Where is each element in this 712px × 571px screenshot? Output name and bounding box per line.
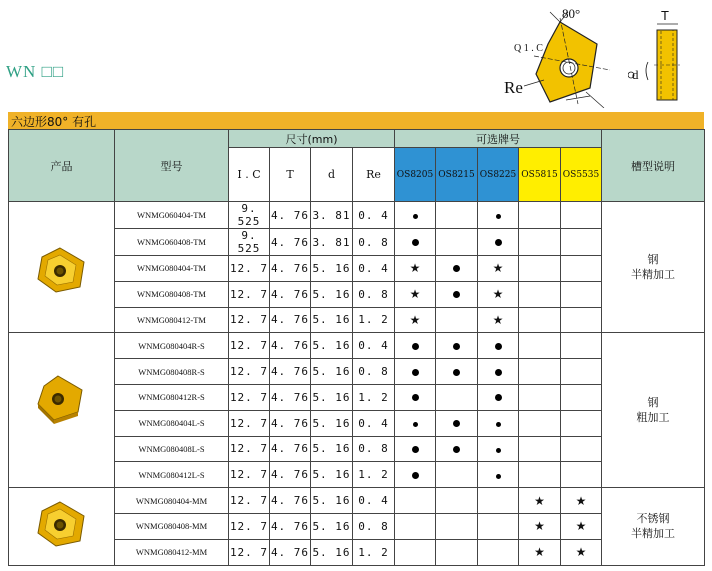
table-row [9, 333, 705, 359]
grade-availability-cell [478, 281, 519, 307]
groove-note-cell [602, 333, 705, 488]
grade-availability-cell [561, 384, 602, 410]
recommended-star-icon: ★ [575, 545, 587, 560]
grade-availability-cell [478, 229, 519, 256]
d-cell: 5. 16 [311, 256, 353, 282]
grade-availability-cell [561, 229, 602, 256]
grade-availability-cell [561, 333, 602, 359]
grade-availability-cell [436, 384, 478, 410]
grade-availability-cell [478, 359, 519, 385]
product-image-s [32, 372, 88, 424]
d-cell: 5. 16 [311, 307, 353, 333]
diagram-re-label: Re [504, 78, 523, 97]
ic-cell: 9. 525 [229, 202, 270, 229]
re-cell: 0. 8 [353, 436, 395, 462]
ic-cell: 12. 7 [229, 513, 270, 539]
grade-availability-cell [561, 436, 602, 462]
recommended-star-icon: ★ [534, 519, 545, 534]
grade-availability-cell [395, 307, 436, 333]
diagram-ic-label: Q 1 . C [514, 43, 543, 54]
grade-availability-cell [436, 410, 478, 436]
d-cell: 5. 16 [311, 359, 353, 385]
ic-cell: 12. 7 [229, 359, 270, 385]
grade-availability-cell [395, 462, 436, 488]
grade-availability-cell [561, 488, 602, 514]
header-grade-os8205: OS8205 [395, 148, 436, 202]
ic-cell: 9. 525 [229, 229, 270, 256]
available-dot-icon [453, 291, 460, 298]
grade-availability-cell [436, 462, 478, 488]
spec-table [8, 129, 705, 566]
model-cell: WNMG080408-MM [115, 513, 229, 539]
section-bar [8, 112, 704, 129]
ic-cell: 12. 7 [229, 462, 270, 488]
section-label: 六边形80° 有孔 [11, 115, 97, 129]
recommended-star-icon: ★ [409, 261, 421, 276]
model-cell: WNMG080412-TM [115, 307, 229, 333]
groove-note-line2: 半精加工 [631, 527, 676, 541]
model-cell: WNMG080412L-S [115, 462, 229, 488]
d-cell: 5. 16 [311, 513, 353, 539]
product-image-tm [32, 245, 88, 295]
model-cell: WNMG080404-MM [115, 488, 229, 514]
groove-note-line1: 钢 [647, 396, 659, 410]
t-cell: 4. 76 [270, 410, 311, 436]
available-dot-icon [412, 239, 419, 246]
grade-availability-cell [561, 410, 602, 436]
recommended-star-icon: ★ [492, 261, 504, 276]
d-cell: 5. 16 [311, 462, 353, 488]
header-size-2: d [311, 148, 353, 202]
t-cell: 4. 76 [270, 229, 311, 256]
grade-availability-cell [519, 229, 561, 256]
re-cell: 1. 2 [353, 307, 395, 333]
available-dot-icon [495, 343, 502, 350]
grade-availability-cell [519, 256, 561, 282]
d-cell: 5. 16 [311, 436, 353, 462]
d-cell: 5. 16 [311, 539, 353, 565]
groove-note-cell [602, 202, 705, 333]
ic-cell: 12. 7 [229, 384, 270, 410]
grade-availability-cell [436, 256, 478, 282]
model-cell: WNMG060408-TM [115, 229, 229, 256]
table-row [9, 202, 705, 229]
ic-cell: 12. 7 [229, 333, 270, 359]
recommended-star-icon: ★ [575, 493, 587, 508]
groove-note-line1: 钢 [647, 253, 659, 267]
available-dot-icon [496, 214, 501, 219]
d-cell: 5. 16 [311, 333, 353, 359]
grade-availability-cell [519, 384, 561, 410]
t-cell: 4. 76 [270, 384, 311, 410]
header-grade-os8225: OS8225 [478, 148, 519, 202]
grade-availability-cell [561, 359, 602, 385]
re-cell: 0. 8 [353, 359, 395, 385]
grade-availability-cell [436, 307, 478, 333]
table-row [9, 488, 705, 514]
model-cell: WNMG080404-TM [115, 256, 229, 282]
d-cell: 5. 16 [311, 488, 353, 514]
grade-availability-cell [395, 539, 436, 565]
groove-note-cell [602, 488, 705, 565]
insert-side-view-diagram [628, 8, 688, 104]
available-dot-icon [453, 369, 460, 376]
grade-availability-cell [436, 436, 478, 462]
t-cell: 4. 76 [270, 202, 311, 229]
grade-availability-cell [395, 229, 436, 256]
grade-availability-cell [519, 462, 561, 488]
available-dot-icon [496, 474, 501, 479]
ic-cell: 12. 7 [229, 410, 270, 436]
grade-availability-cell [436, 229, 478, 256]
grade-availability-cell [478, 202, 519, 229]
grade-availability-cell [478, 307, 519, 333]
header-grade-group: 可选牌号 [395, 130, 602, 148]
product-image-mm [32, 499, 88, 549]
grade-availability-cell [395, 410, 436, 436]
grade-availability-cell [395, 202, 436, 229]
insert-top-view-diagram [500, 4, 620, 108]
available-dot-icon [495, 394, 502, 401]
grade-availability-cell [561, 281, 602, 307]
grade-availability-cell [519, 359, 561, 385]
grade-availability-cell [478, 333, 519, 359]
model-cell: WNMG080408L-S [115, 436, 229, 462]
grade-availability-cell [519, 333, 561, 359]
grade-availability-cell [436, 539, 478, 565]
t-cell: 4. 76 [270, 462, 311, 488]
available-dot-icon [453, 265, 460, 272]
grade-availability-cell [478, 462, 519, 488]
grade-availability-cell [561, 539, 602, 565]
grade-availability-cell [436, 281, 478, 307]
header-model: 型号 [115, 130, 229, 202]
available-dot-icon [413, 422, 418, 427]
grade-availability-cell [519, 513, 561, 539]
t-cell: 4. 76 [270, 281, 311, 307]
re-cell: 0. 4 [353, 410, 395, 436]
grade-availability-cell [478, 513, 519, 539]
available-dot-icon [413, 214, 418, 219]
available-dot-icon [453, 420, 460, 427]
model-cell: WNMG080412R-S [115, 384, 229, 410]
grade-availability-cell [519, 307, 561, 333]
grade-availability-cell [519, 410, 561, 436]
recommended-star-icon: ★ [575, 519, 587, 534]
re-cell: 1. 2 [353, 384, 395, 410]
header-size-3: Re [353, 148, 395, 202]
available-dot-icon [495, 369, 502, 376]
recommended-star-icon: ★ [492, 312, 504, 327]
diagram-t-label: T [661, 8, 669, 23]
ic-cell: 12. 7 [229, 539, 270, 565]
re-cell: 0. 8 [353, 513, 395, 539]
d-cell: 3. 81 [311, 229, 353, 256]
re-cell: 0. 8 [353, 281, 395, 307]
diagram-angle-label: 80° [562, 6, 581, 21]
grade-availability-cell [519, 202, 561, 229]
t-cell: 4. 76 [270, 436, 311, 462]
grade-availability-cell [436, 202, 478, 229]
ic-cell: 12. 7 [229, 488, 270, 514]
grade-availability-cell [478, 436, 519, 462]
grade-availability-cell [436, 359, 478, 385]
grade-availability-cell [395, 513, 436, 539]
d-cell: 5. 16 [311, 281, 353, 307]
header-size-0: I . C [229, 148, 270, 202]
grade-availability-cell [478, 256, 519, 282]
grade-availability-cell [436, 333, 478, 359]
grade-availability-cell [395, 333, 436, 359]
t-cell: 4. 76 [270, 539, 311, 565]
grade-availability-cell [561, 513, 602, 539]
grade-availability-cell [395, 281, 436, 307]
header-grade-os5535: OS5535 [561, 148, 602, 202]
model-cell: WNMG080408R-S [115, 359, 229, 385]
grade-availability-cell [519, 281, 561, 307]
page-title: WN □□ [6, 62, 65, 81]
header-size-1: T [270, 148, 311, 202]
recommended-star-icon: ★ [492, 287, 504, 302]
grade-availability-cell [436, 513, 478, 539]
model-cell: WNMG080412-MM [115, 539, 229, 565]
re-cell: 0. 4 [353, 488, 395, 514]
header-notes: 槽型说明 [602, 130, 705, 202]
grade-availability-cell [395, 488, 436, 514]
groove-note-line2: 粗加工 [636, 411, 670, 425]
available-dot-icon [412, 394, 419, 401]
ic-cell: 12. 7 [229, 436, 270, 462]
groove-note-line2: 半精加工 [631, 268, 676, 282]
grade-availability-cell [478, 488, 519, 514]
ic-cell: 12. 7 [229, 256, 270, 282]
grade-availability-cell [478, 539, 519, 565]
d-cell: 3. 81 [311, 202, 353, 229]
grade-availability-cell [395, 384, 436, 410]
model-cell: WNMG080408-TM [115, 281, 229, 307]
t-cell: 4. 76 [270, 359, 311, 385]
grade-availability-cell [519, 539, 561, 565]
recommended-star-icon: ★ [534, 545, 545, 560]
ic-cell: 12. 7 [229, 281, 270, 307]
available-dot-icon [412, 369, 419, 376]
t-cell: 4. 76 [270, 256, 311, 282]
re-cell: 1. 2 [353, 539, 395, 565]
re-cell: 0. 4 [353, 256, 395, 282]
model-cell: WNMG080404L-S [115, 410, 229, 436]
available-dot-icon [412, 446, 419, 453]
d-cell: 5. 16 [311, 410, 353, 436]
grade-availability-cell [478, 384, 519, 410]
re-cell: 0. 8 [353, 229, 395, 256]
recommended-star-icon: ★ [409, 287, 421, 302]
t-cell: 4. 76 [270, 488, 311, 514]
available-dot-icon [453, 446, 460, 453]
recommended-star-icon: ★ [534, 493, 545, 508]
groove-note-line1: 不锈钢 [636, 512, 670, 526]
diagram-d-label: d [632, 67, 639, 82]
grade-availability-cell [519, 436, 561, 462]
t-cell: 4. 76 [270, 513, 311, 539]
grade-availability-cell [478, 410, 519, 436]
t-cell: 4. 76 [270, 307, 311, 333]
re-cell: 0. 4 [353, 333, 395, 359]
available-dot-icon [412, 472, 419, 479]
header-size-group: 尺寸(mm) [229, 130, 395, 148]
ic-cell: 12. 7 [229, 307, 270, 333]
re-cell: 1. 2 [353, 462, 395, 488]
grade-availability-cell [395, 359, 436, 385]
model-cell: WNMG060404-TM [115, 202, 229, 229]
d-cell: 5. 16 [311, 384, 353, 410]
grade-availability-cell [561, 462, 602, 488]
header-product: 产品 [9, 130, 115, 202]
grade-availability-cell [395, 256, 436, 282]
re-cell: 0. 4 [353, 202, 395, 229]
available-dot-icon [495, 239, 502, 246]
grade-availability-cell [395, 436, 436, 462]
header-grade-os5815: OS5815 [519, 148, 561, 202]
available-dot-icon [412, 343, 419, 350]
grade-availability-cell [561, 256, 602, 282]
available-dot-icon [496, 422, 501, 427]
recommended-star-icon: ★ [409, 312, 421, 327]
model-cell: WNMG080404R-S [115, 333, 229, 359]
grade-availability-cell [519, 488, 561, 514]
grade-availability-cell [561, 202, 602, 229]
t-cell: 4. 76 [270, 333, 311, 359]
grade-availability-cell [436, 488, 478, 514]
grade-availability-cell [561, 307, 602, 333]
header-grade-os8215: OS8215 [436, 148, 478, 202]
available-dot-icon [496, 448, 501, 453]
available-dot-icon [453, 343, 460, 350]
